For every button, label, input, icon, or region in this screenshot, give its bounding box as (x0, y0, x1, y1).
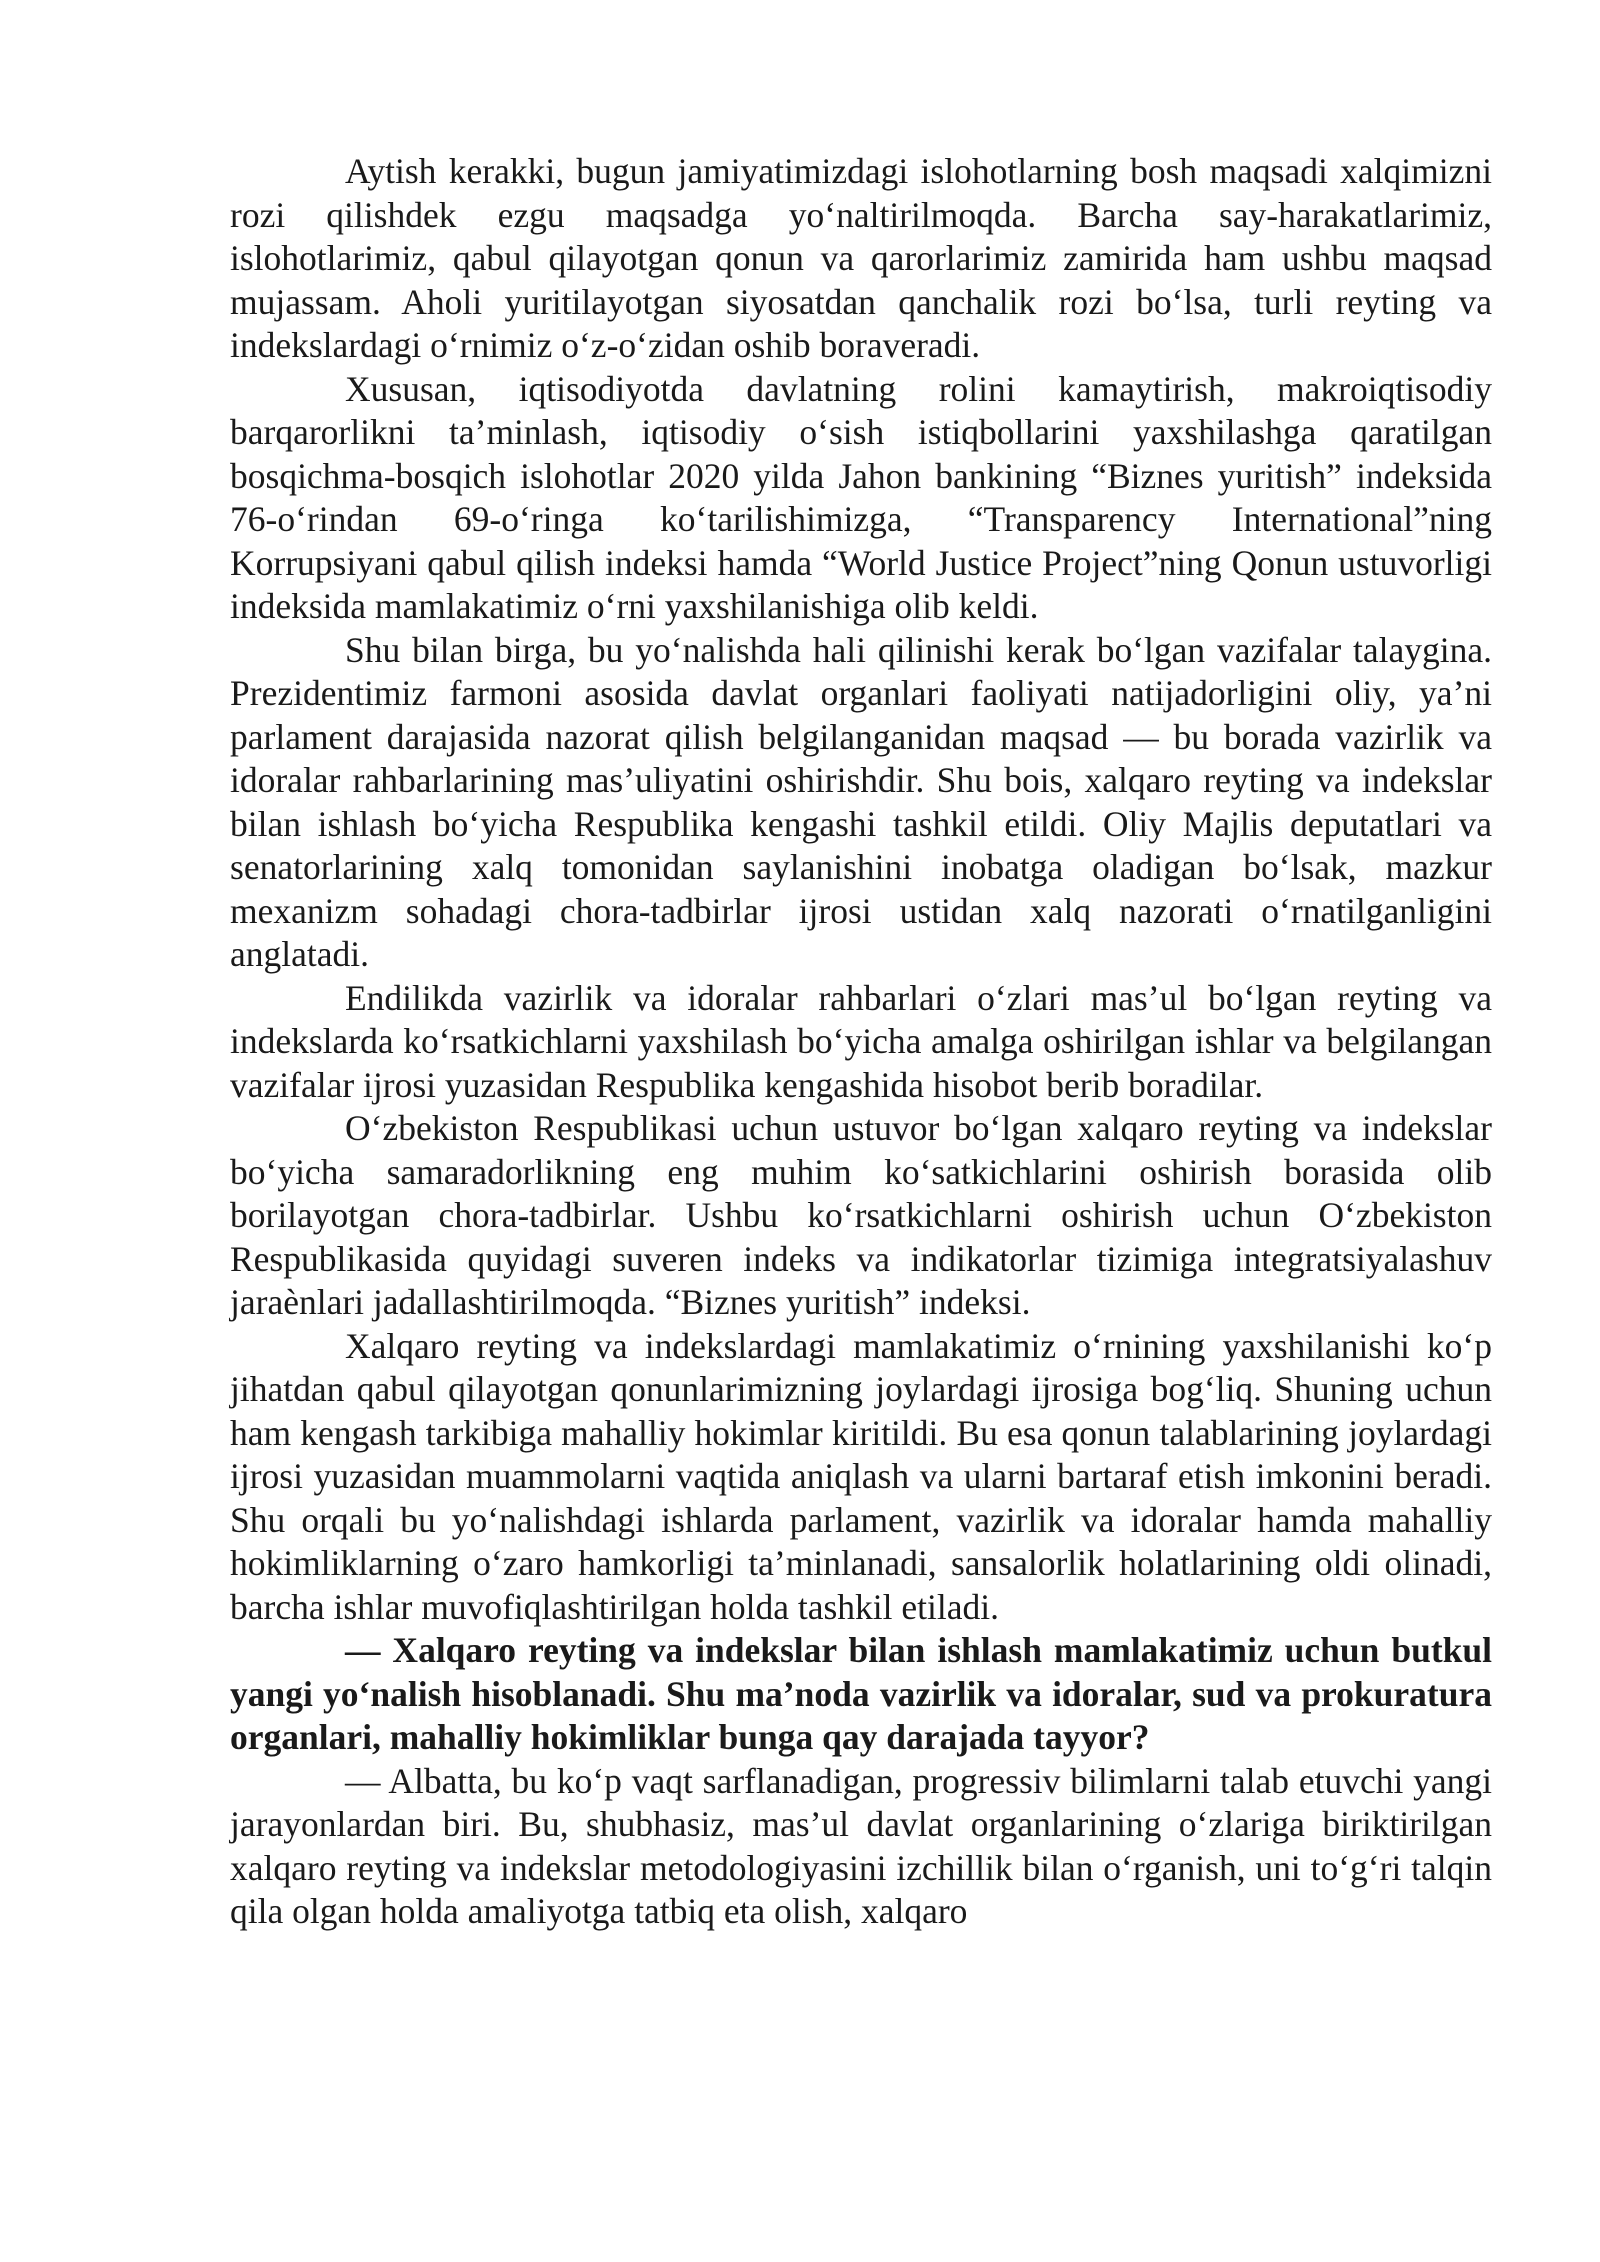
paragraph: O‘zbekiston Respublikasi uchun ustuvor bo‘lgan xalqaro reyting va indekslar bo‘yicha samaradorlikning eng muhim ko‘satkichlarini oshirish borasida olib borilayotgan chora-tadbirlar. Ushbu ko‘rsatkichlarni oshirish uchun O‘zbekiston Respublikasida quyidagi suveren indeks va indikatorlar tizimiga integratsiyalashuv jaraènlari jadallashtirilmoqda. “Biznes yuritish” indeksi. (230, 1108, 1492, 1322)
interview-answer: — Albatta, bu ko‘p vaqt sarflanadigan, progressiv bilimlarni talab etuvchi yangi jarayonlardan biri. Bu, shubhasiz, mas’ul davlat organlarining o‘zlariga biriktirilgan xalqaro reyting va indekslar metodologiyasini izchillik bilan o‘rganish, uni to‘g‘ri talqin qila olgan holda amaliyotga tatbiq eta olish, xalqaro (230, 1760, 1492, 1931)
paragraph: Shu bilan birga, bu yo‘nalishda hali qilinishi kerak bo‘lgan vazifalar talaygina. Prezidentimiz farmoni asosida davlat organlari faoliyati natijadorligini oliy, ya’ni parlament darajasida nazorat qilish belgilanganidan maqsad — bu borada vazirlik va idoralar rahbarlarining mas’uliyatini oshirishdir. Shu bois, xalqaro reyting va indekslar bilan ishlash bo‘yicha Respublika kengashi tashkil etildi. Oliy Majlis deputatlari va senatorlarining xalq tomonidan saylanishini inobatga oladigan bo‘lsak, mazkur mexanizm sohadagi chora-tadbirlar ijrosi ustidan xalq nazorati o‘rnatilganligini anglatadi. (230, 629, 1492, 974)
paragraph: Aytish kerakki, bugun jamiyatimizdagi islohotlarning bosh maqsadi xalqimizni rozi qilishdek ezgu maqsadga yo‘naltirilmoqda. Barcha say-harakatlarimiz, islohotlarimiz, qabul qilayotgan qonun va qarorlarimiz zamirida ham ushbu maqsad mujassam. Aholi yuritilayotgan siyosatdan qanchalik rozi bo‘lsa, turli reyting va indekslardagi o‘rnimiz o‘z-o‘zidan oshib boraveradi. (230, 151, 1492, 365)
interview-question: — Xalqaro reyting va indekslar bilan ishlash mamlakatimiz uchun butkul yangi yo‘nalish hisoblanadi. Shu ma’noda vazirlik va idoralar, sud va prokuratura organlari, mahalliy hokimliklar bunga qay darajada tayyor? (230, 1630, 1492, 1757)
paragraph: Xalqaro reyting va indekslardagi mamlakatimiz o‘rnining yaxshilanishi ko‘p jihatdan qabul qilayotgan qonunlarimizning joylardagi ijrosiga bog‘liq. Shuning uchun ham kengash tarkibiga mahalliy hokimlar kiritildi. Bu esa qonun talablarining joylardagi ijrosi yuzasidan muammolarni vaqtida aniqlash va ularni bartaraf etish imkonini beradi. Shu orqali bu yo‘nalishdagi ishlarda parlament, vazirlik va idoralar hamda mahalliy hokimliklarning o‘zaro hamkorligi ta’minlanadi, sansalorlik holatlarining oldi olinadi, barcha ishlar muvofiqlashtirilgan holda tashkil etiladi. (230, 1325, 1492, 1627)
paragraph: Xususan, iqtisodiyotda davlatning rolini kamaytirish, makroiqtisodiy barqarorlikni ta’minlash, iqtisodiy o‘sish istiqbollarini yaxshilashga qaratilgan bosqichma-bosqich islohotlar 2020 yilda Jahon bankining “Biznes yuritish” indeksida 76-o‘rindan 69-o‘ringa ko‘tarilishimizga, “Transparency International”ning Korrupsiyani qabul qilish indeksi hamda “World Justice Project”ning Qonun ustuvorligi indeksida mamlakatimiz o‘rni yaxshilanishiga olib keldi. (230, 368, 1492, 626)
paragraph: Endilikda vazirlik va idoralar rahbarlari o‘zlari mas’ul bo‘lgan reyting va indekslarda ko‘rsatkichlarni yaxshilash bo‘yicha amalga oshirilgan ishlar va belgilangan vazifalar ijrosi yuzasidan Respublika kengashida hisobot berib boradilar. (230, 977, 1492, 1105)
document-page (230, 150, 1492, 1934)
